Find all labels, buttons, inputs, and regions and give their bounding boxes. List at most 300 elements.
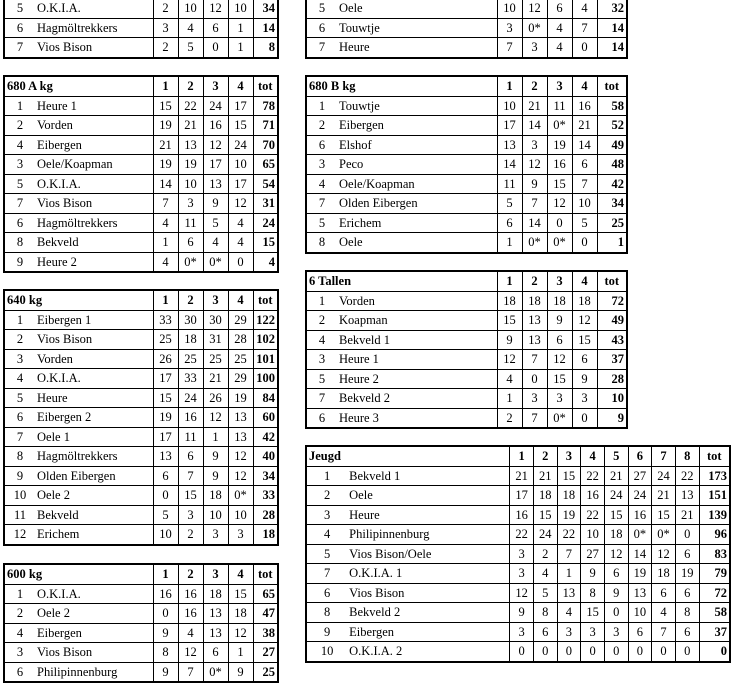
score-cell: 10 — [153, 525, 178, 545]
rank-cell: 3 — [306, 505, 347, 525]
score-cell: 0* — [652, 525, 676, 545]
score-cell: 24 — [203, 96, 228, 116]
score-cell: 9 — [522, 174, 547, 194]
total-cell: 151 — [699, 486, 730, 506]
table-row — [4, 505, 278, 525]
score-cell: 18 — [533, 486, 557, 506]
score-cell: 18 — [497, 291, 522, 311]
score-cell: 13 — [228, 408, 253, 428]
column-header: 3 — [203, 564, 228, 584]
total-cell: 72 — [597, 291, 627, 311]
team-name-cell: O.K.I.A. — [35, 174, 153, 194]
table-row — [4, 525, 278, 545]
score-cell: 9 — [203, 194, 228, 214]
table-row — [4, 466, 278, 486]
team-name-cell: Bekveld 2 — [347, 603, 510, 623]
score-cell: 3 — [497, 18, 522, 38]
score-cell: 2 — [153, 0, 178, 18]
total-cell: 71 — [253, 116, 278, 136]
score-cell: 2 — [533, 544, 557, 564]
score-cell: 19 — [228, 388, 253, 408]
total-cell: 32 — [597, 0, 627, 18]
column-header: 4 — [572, 271, 597, 291]
score-cell: 18 — [604, 525, 628, 545]
team-name-cell: Heure 2 — [35, 252, 153, 272]
team-name-cell: Peco — [337, 155, 497, 175]
table-row — [306, 564, 730, 584]
score-cell: 3 — [510, 544, 534, 564]
score-cell: 26 — [203, 388, 228, 408]
rank-cell: 1 — [4, 96, 35, 116]
column-header: 2 — [178, 76, 203, 96]
team-name-cell: Touwtje — [337, 96, 497, 116]
team-name-cell: Bekveld 2 — [337, 389, 497, 409]
table-row — [306, 603, 730, 623]
team-name-cell: Elshof — [337, 135, 497, 155]
rank-cell: 1 — [4, 584, 35, 604]
column-header: 2 — [178, 564, 203, 584]
rank-cell: 6 — [306, 135, 337, 155]
score-cell: 7 — [178, 662, 203, 682]
standings-table-640 — [3, 289, 279, 546]
score-cell: 3 — [178, 505, 203, 525]
team-name-cell: Hagmöltrekkers — [35, 213, 153, 233]
score-cell: 24 — [652, 466, 676, 486]
team-name-cell: Bekveld 1 — [337, 330, 497, 350]
total-cell: 65 — [253, 584, 278, 604]
score-cell: 0* — [547, 116, 572, 136]
score-cell: 15 — [153, 388, 178, 408]
team-name-cell: Olden Eibergen — [337, 194, 497, 214]
total-cell: 14 — [597, 18, 627, 38]
total-cell: 52 — [597, 116, 627, 136]
score-cell: 19 — [628, 564, 652, 584]
total-cell: 27 — [253, 643, 278, 663]
score-cell: 0* — [547, 408, 572, 428]
rank-cell: 3 — [4, 643, 35, 663]
total-cell: 79 — [699, 564, 730, 584]
score-cell: 0 — [522, 369, 547, 389]
score-cell: 3 — [228, 525, 253, 545]
table-row — [306, 622, 730, 642]
score-cell: 7 — [522, 194, 547, 214]
team-name-cell: Eibergen 1 — [35, 310, 153, 330]
score-cell: 12 — [203, 135, 228, 155]
score-cell: 13 — [178, 135, 203, 155]
score-cell: 11 — [547, 96, 572, 116]
table-row — [306, 38, 627, 58]
score-cell: 2 — [178, 525, 203, 545]
table-header-row — [4, 290, 278, 310]
rank-cell: 7 — [306, 38, 337, 58]
rank-cell: 2 — [4, 330, 35, 350]
team-name-cell: Vios Bison — [35, 643, 153, 663]
score-cell: 4 — [572, 0, 597, 18]
rank-cell: 6 — [306, 583, 347, 603]
total-cell: 10 — [597, 389, 627, 409]
score-cell: 6 — [652, 583, 676, 603]
score-cell: 6 — [572, 155, 597, 175]
score-cell: 22 — [581, 505, 605, 525]
total-cell: 34 — [597, 194, 627, 214]
score-cell: 21 — [572, 116, 597, 136]
rank-cell: 12 — [4, 525, 35, 545]
score-cell: 31 — [203, 330, 228, 350]
table-title: Jeugd — [306, 446, 510, 466]
score-cell: 6 — [547, 0, 572, 18]
team-name-cell: O.K.I.A. 1 — [347, 564, 510, 584]
column-header: 6 — [628, 446, 652, 466]
table-row — [306, 18, 627, 38]
table-row — [4, 662, 278, 682]
rank-cell: 5 — [306, 544, 347, 564]
score-cell: 7 — [652, 622, 676, 642]
score-cell: 13 — [497, 135, 522, 155]
score-cell: 19 — [547, 135, 572, 155]
score-cell: 16 — [510, 505, 534, 525]
score-cell: 21 — [522, 96, 547, 116]
score-cell: 10 — [228, 155, 253, 175]
table-row — [306, 194, 627, 214]
rank-cell: 3 — [306, 350, 337, 370]
score-cell: 0 — [228, 252, 253, 272]
team-name-cell: Eibergen — [337, 116, 497, 136]
total-cell: 8 — [253, 38, 278, 58]
total-cell: 100 — [253, 369, 278, 389]
team-name-cell: Heure 3 — [337, 408, 497, 428]
total-cell: 84 — [253, 388, 278, 408]
column-header: tot — [597, 271, 627, 291]
score-cell: 0* — [178, 252, 203, 272]
table-row — [306, 486, 730, 506]
rank-cell: 11 — [4, 505, 35, 525]
score-cell: 11 — [497, 174, 522, 194]
score-cell: 21 — [178, 116, 203, 136]
score-cell: 27 — [628, 466, 652, 486]
total-cell: 25 — [597, 213, 627, 233]
table-row — [4, 330, 278, 350]
score-cell: 13 — [522, 311, 547, 331]
score-cell: 19 — [153, 155, 178, 175]
score-cell: 6 — [533, 622, 557, 642]
score-cell: 15 — [228, 116, 253, 136]
column-header: 1 — [510, 446, 534, 466]
score-cell: 15 — [153, 96, 178, 116]
rank-cell: 5 — [4, 174, 35, 194]
rank-cell: 2 — [306, 486, 347, 506]
rank-cell: 2 — [306, 116, 337, 136]
standings-table-680a — [3, 75, 279, 273]
score-cell: 6 — [178, 233, 203, 253]
score-cell: 12 — [547, 350, 572, 370]
score-cell: 8 — [675, 603, 699, 623]
table-title: 6 Tallen — [306, 271, 497, 291]
score-cell: 5 — [203, 213, 228, 233]
score-cell: 25 — [178, 349, 203, 369]
total-cell: 43 — [597, 330, 627, 350]
table-header-row — [306, 446, 730, 466]
team-name-cell: Vorden — [35, 349, 153, 369]
score-cell: 0 — [547, 213, 572, 233]
score-cell: 10 — [178, 0, 203, 18]
score-cell: 13 — [203, 174, 228, 194]
column-header: 4 — [228, 76, 253, 96]
score-cell: 14 — [522, 116, 547, 136]
score-cell: 10 — [203, 505, 228, 525]
team-name-cell: Oele 2 — [35, 486, 153, 506]
score-cell: 13 — [628, 583, 652, 603]
team-name-cell: Heure — [347, 505, 510, 525]
score-cell: 1 — [228, 38, 253, 58]
rank-cell: 6 — [4, 408, 35, 428]
score-cell: 3 — [581, 622, 605, 642]
score-cell: 17 — [497, 116, 522, 136]
score-cell: 0 — [581, 642, 605, 662]
score-cell: 0 — [572, 408, 597, 428]
total-cell: 96 — [699, 525, 730, 545]
rank-cell: 8 — [306, 603, 347, 623]
score-cell: 6 — [203, 643, 228, 663]
team-name-cell: Touwtje — [337, 18, 497, 38]
score-cell: 18 — [178, 330, 203, 350]
table-row — [306, 369, 627, 389]
total-cell: 14 — [597, 38, 627, 58]
score-cell: 21 — [533, 466, 557, 486]
score-cell: 16 — [178, 408, 203, 428]
score-cell: 4 — [547, 18, 572, 38]
total-cell: 58 — [699, 603, 730, 623]
score-cell: 15 — [547, 369, 572, 389]
score-cell: 6 — [675, 583, 699, 603]
table-row — [306, 505, 730, 525]
total-cell: 122 — [253, 310, 278, 330]
rank-cell: 5 — [306, 369, 337, 389]
score-cell: 7 — [557, 544, 581, 564]
column-header: 3 — [557, 446, 581, 466]
table-row — [4, 388, 278, 408]
score-cell: 0 — [572, 233, 597, 253]
total-cell: 24 — [253, 213, 278, 233]
column-header: 1 — [153, 290, 178, 310]
team-name-cell: Heure — [337, 38, 497, 58]
rank-cell: 3 — [306, 155, 337, 175]
total-cell: 37 — [699, 622, 730, 642]
rank-cell: 5 — [4, 0, 35, 18]
table-header-row — [4, 564, 278, 584]
score-cell: 12 — [522, 155, 547, 175]
score-cell: 9 — [581, 564, 605, 584]
total-cell: 38 — [253, 623, 278, 643]
score-cell: 3 — [522, 135, 547, 155]
score-cell: 10 — [572, 194, 597, 214]
table-row — [4, 194, 278, 214]
score-cell: 24 — [228, 135, 253, 155]
total-cell: 9 — [597, 408, 627, 428]
standings-table-680b — [305, 75, 628, 254]
table-row — [4, 135, 278, 155]
team-name-cell: Vios Bison — [35, 194, 153, 214]
total-cell: 48 — [597, 155, 627, 175]
score-cell: 18 — [203, 584, 228, 604]
score-cell: 13 — [557, 583, 581, 603]
rank-cell: 6 — [4, 213, 35, 233]
score-cell: 6 — [178, 447, 203, 467]
table-row — [4, 349, 278, 369]
score-cell: 0 — [557, 642, 581, 662]
team-name-cell: Oele — [347, 486, 510, 506]
score-cell: 12 — [228, 466, 253, 486]
score-cell: 0* — [522, 233, 547, 253]
score-cell: 3 — [604, 622, 628, 642]
table-row — [306, 155, 627, 175]
table-row — [4, 486, 278, 506]
score-cell: 19 — [675, 564, 699, 584]
score-cell: 25 — [228, 349, 253, 369]
team-name-cell: Eibergen 2 — [35, 408, 153, 428]
table-header-row — [4, 76, 278, 96]
total-cell: 4 — [253, 252, 278, 272]
rank-cell: 4 — [4, 369, 35, 389]
score-cell: 4 — [203, 233, 228, 253]
column-header: tot — [597, 76, 627, 96]
table-row — [4, 252, 278, 272]
score-cell: 19 — [178, 155, 203, 175]
column-header: 2 — [522, 76, 547, 96]
score-cell: 18 — [203, 486, 228, 506]
score-cell: 24 — [178, 388, 203, 408]
score-cell: 25 — [153, 330, 178, 350]
column-header: 1 — [497, 76, 522, 96]
rank-cell: 6 — [4, 662, 35, 682]
score-cell: 15 — [604, 505, 628, 525]
table-row — [4, 604, 278, 624]
standings-table-top-left — [3, 0, 279, 59]
score-cell: 12 — [572, 311, 597, 331]
table-row — [4, 213, 278, 233]
score-cell: 9 — [572, 369, 597, 389]
score-cell: 19 — [153, 116, 178, 136]
total-cell: 42 — [597, 174, 627, 194]
score-cell: 17 — [510, 486, 534, 506]
score-cell: 29 — [228, 310, 253, 330]
score-cell: 2 — [497, 408, 522, 428]
table-row — [4, 96, 278, 116]
score-cell: 0* — [522, 18, 547, 38]
score-cell: 0 — [510, 642, 534, 662]
team-name-cell: Vorden — [337, 291, 497, 311]
score-cell: 9 — [228, 662, 253, 682]
rank-cell: 1 — [306, 96, 337, 116]
rank-cell: 5 — [306, 0, 337, 18]
score-cell: 18 — [522, 291, 547, 311]
score-cell: 7 — [178, 466, 203, 486]
score-cell: 16 — [572, 96, 597, 116]
score-cell: 3 — [522, 38, 547, 58]
score-cell: 13 — [203, 623, 228, 643]
score-cell: 0* — [547, 233, 572, 253]
score-cell: 15 — [533, 505, 557, 525]
standings-table-jeugd — [305, 445, 731, 663]
score-cell: 22 — [675, 466, 699, 486]
score-cell: 4 — [557, 603, 581, 623]
column-header: 3 — [203, 76, 228, 96]
score-cell: 4 — [178, 18, 203, 38]
total-cell: 173 — [699, 466, 730, 486]
score-cell: 24 — [533, 525, 557, 545]
score-cell: 12 — [203, 408, 228, 428]
table-row — [4, 643, 278, 663]
team-name-cell: Koapman — [337, 311, 497, 331]
score-cell: 16 — [153, 584, 178, 604]
score-cell: 9 — [497, 330, 522, 350]
score-cell: 15 — [178, 486, 203, 506]
score-cell: 8 — [533, 603, 557, 623]
score-cell: 15 — [497, 311, 522, 331]
rank-cell: 5 — [306, 213, 337, 233]
total-cell: 15 — [253, 233, 278, 253]
table-row — [306, 583, 730, 603]
score-cell: 16 — [628, 505, 652, 525]
score-cell: 9 — [153, 623, 178, 643]
score-cell: 21 — [153, 135, 178, 155]
table-header-row — [306, 76, 627, 96]
score-cell: 5 — [533, 583, 557, 603]
score-cell: 13 — [675, 486, 699, 506]
score-cell: 0 — [572, 38, 597, 58]
team-name-cell: Bekveld 1 — [347, 466, 510, 486]
rank-cell: 3 — [4, 155, 35, 175]
rank-cell: 9 — [4, 252, 35, 272]
score-cell: 0 — [604, 642, 628, 662]
score-cell: 21 — [604, 466, 628, 486]
score-cell: 15 — [572, 330, 597, 350]
score-cell: 7 — [522, 350, 547, 370]
score-cell: 21 — [510, 466, 534, 486]
table-header-row — [306, 271, 627, 291]
score-cell: 7 — [572, 174, 597, 194]
team-name-cell: Heure 1 — [35, 96, 153, 116]
score-cell: 6 — [675, 544, 699, 564]
column-header: 2 — [533, 446, 557, 466]
score-cell: 4 — [228, 213, 253, 233]
team-name-cell: Vios Bison — [347, 583, 510, 603]
team-name-cell: O.K.I.A. — [35, 369, 153, 389]
score-cell: 7 — [572, 18, 597, 38]
table-row — [4, 0, 278, 18]
rank-cell: 4 — [4, 135, 35, 155]
table-row — [306, 311, 627, 331]
score-cell: 1 — [203, 427, 228, 447]
score-cell: 0 — [153, 486, 178, 506]
column-header: tot — [699, 446, 730, 466]
rank-cell: 8 — [306, 233, 337, 253]
rank-cell: 2 — [306, 311, 337, 331]
score-cell: 16 — [547, 155, 572, 175]
score-cell: 10 — [628, 603, 652, 623]
score-cell: 16 — [581, 486, 605, 506]
score-cell: 4 — [178, 623, 203, 643]
team-name-cell: Oele — [337, 233, 497, 253]
score-cell: 21 — [675, 505, 699, 525]
team-name-cell: Vorden — [35, 116, 153, 136]
standings-table-top-right — [305, 0, 628, 59]
total-cell: 42 — [253, 427, 278, 447]
score-cell: 17 — [153, 427, 178, 447]
rank-cell: 7 — [306, 564, 347, 584]
score-cell: 15 — [581, 603, 605, 623]
column-header: 4 — [581, 446, 605, 466]
score-cell: 1 — [497, 233, 522, 253]
